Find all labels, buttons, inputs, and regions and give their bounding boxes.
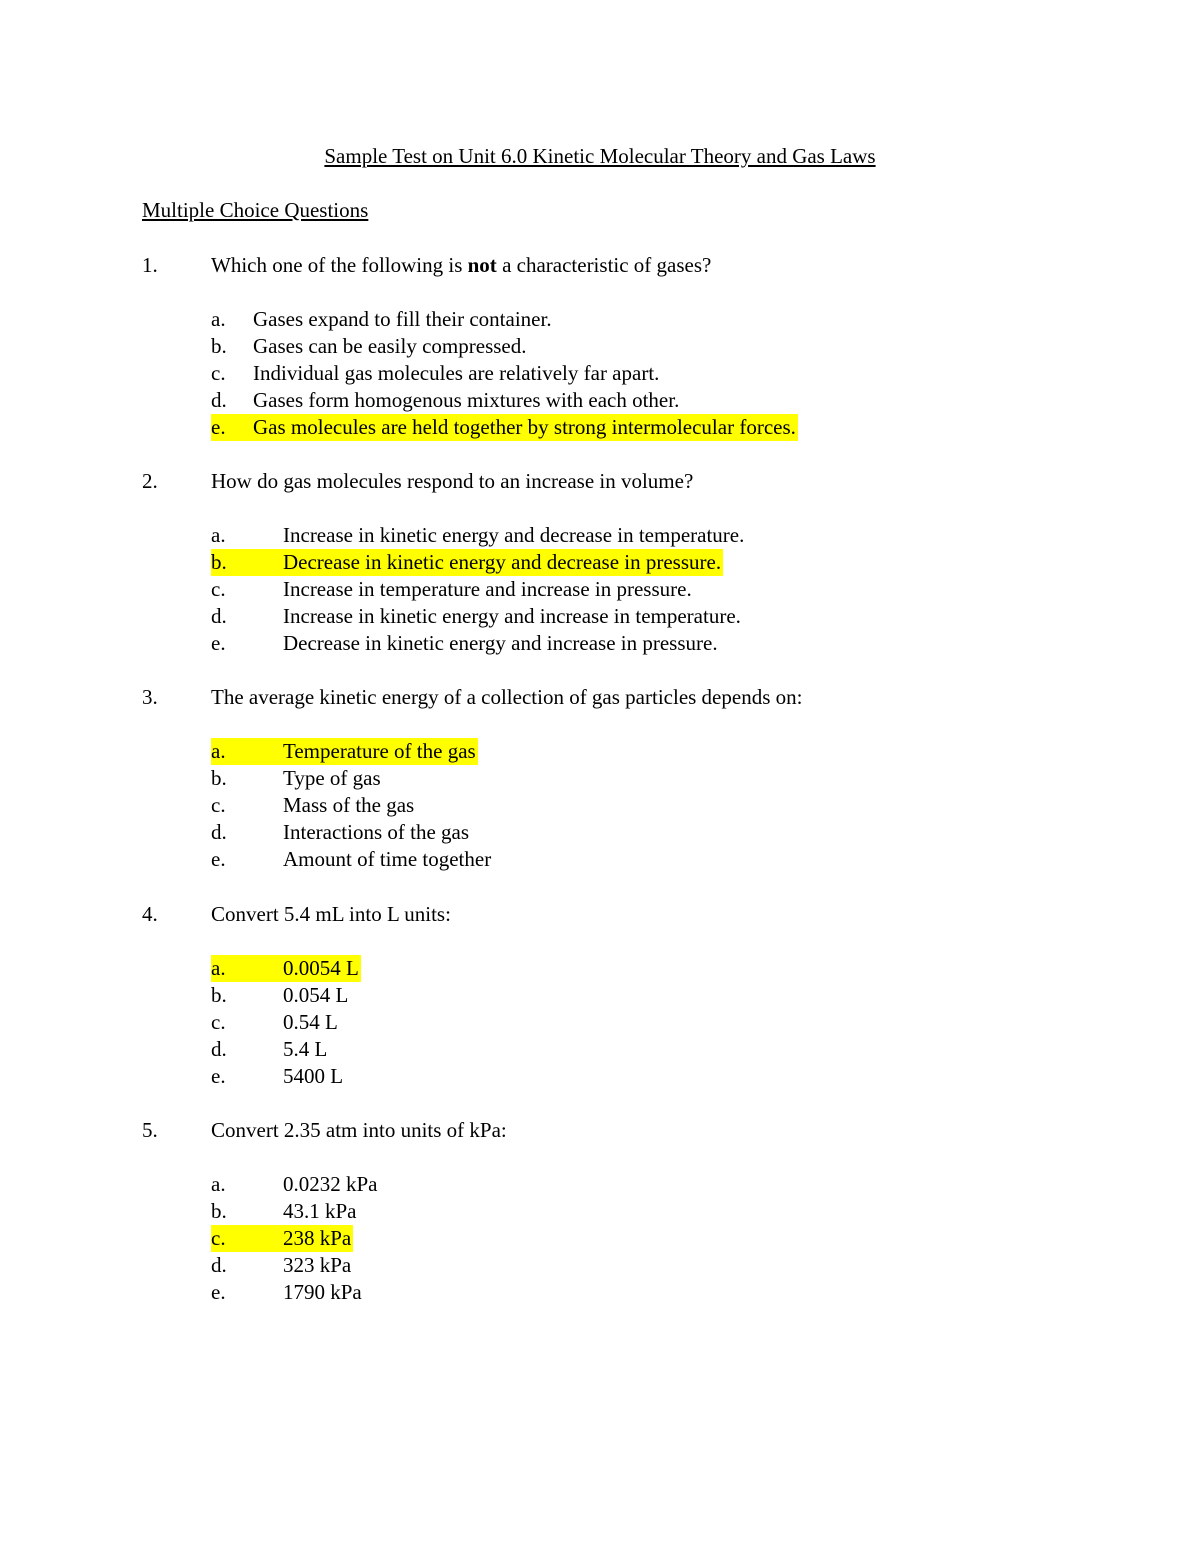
option-text: Gases expand to fill their container. (253, 307, 552, 331)
answer-option (211, 630, 746, 657)
answer-option (211, 765, 493, 792)
question-text-part: a characteristic of gases? (496, 253, 712, 277)
answer-option (211, 1279, 380, 1306)
answer-option (211, 522, 746, 549)
option-text: 0.0054 L (283, 956, 359, 980)
option-letter: a. (211, 956, 226, 980)
question-stem (142, 684, 1042, 710)
option-text: Type of gas (283, 766, 381, 790)
question-number: 1. (142, 253, 158, 277)
answer-options (211, 522, 746, 657)
option-text: 323 kPa (283, 1253, 352, 1277)
option-text: Gases can be easily compressed. (253, 334, 527, 358)
answer-option-correct (211, 955, 361, 982)
option-text: Individual gas molecules are relatively far apart. (253, 361, 660, 385)
answer-option (211, 1171, 380, 1198)
question-number: 5. (142, 1118, 158, 1142)
option-text: 0.0232 kPa (283, 1172, 378, 1196)
question-text: Convert 5.4 mL into L units: (211, 902, 451, 926)
option-letter: b. (211, 334, 227, 358)
question-number: 3. (142, 685, 158, 709)
answer-option (211, 792, 493, 819)
option-letter: d. (211, 388, 227, 412)
option-letter: c. (211, 361, 226, 385)
answer-option (211, 819, 493, 846)
option-letter: e. (211, 415, 226, 439)
option-letter: a. (211, 739, 226, 763)
answer-option (211, 1198, 380, 1225)
option-text: 0.54 L (283, 1010, 338, 1034)
answer-option (211, 1036, 361, 1063)
question-number: 4. (142, 902, 158, 926)
option-text: Increase in kinetic energy and decrease in temperature. (283, 523, 745, 547)
option-text: 5.4 L (283, 1037, 328, 1061)
option-letter: c. (211, 1226, 226, 1250)
option-text: Mass of the gas (283, 793, 415, 817)
question-stem (142, 901, 1042, 927)
option-letter: d. (211, 1037, 227, 1061)
option-text: 43.1 kPa (283, 1199, 357, 1223)
answer-options (211, 955, 361, 1090)
option-text: 5400 L (283, 1064, 344, 1088)
option-text: Gases form homogenous mixtures with each other. (253, 388, 680, 412)
option-letter: a. (211, 1172, 226, 1196)
option-letter: b. (211, 1199, 227, 1223)
question-text-emphasis: not (467, 253, 497, 277)
question-stem (142, 252, 1042, 278)
answer-option (211, 982, 361, 1009)
question-3 (142, 684, 1042, 871)
option-letter: b. (211, 983, 227, 1007)
option-letter: c. (211, 577, 226, 601)
option-letter: d. (211, 820, 227, 844)
answer-option (211, 306, 798, 333)
option-letter: a. (211, 307, 226, 331)
answer-option (211, 360, 798, 387)
answer-option-correct (211, 738, 493, 765)
option-text: 1790 kPa (283, 1280, 362, 1304)
option-text: Amount of time together (283, 847, 492, 871)
page-title: Sample Test on Unit 6.0 Kinetic Molecular Theory and Gas Laws (324, 144, 876, 168)
option-text: 238 kPa (283, 1226, 352, 1250)
answer-option (211, 576, 746, 603)
option-text: Decrease in kinetic energy and increase in pressure. (283, 631, 718, 655)
answer-option (211, 1009, 361, 1036)
option-text: 0.054 L (283, 983, 349, 1007)
question-number: 2. (142, 469, 158, 493)
option-text: Temperature of the gas (283, 739, 476, 763)
answer-options (211, 306, 798, 441)
answer-option (211, 1252, 380, 1279)
option-letter: b. (211, 550, 227, 574)
option-text: Gas molecules are held together by strong intermolecular forces. (253, 415, 796, 439)
answer-option-correct (211, 414, 798, 441)
option-letter: c. (211, 793, 226, 817)
answer-options (211, 738, 493, 873)
question-stem (142, 468, 1042, 494)
question-2 (142, 468, 1042, 655)
option-text: Decrease in kinetic energy and decrease in pressure. (283, 550, 722, 574)
question-text: Convert 2.35 atm into units of kPa: (211, 1118, 507, 1142)
option-text: Interactions of the gas (283, 820, 470, 844)
option-letter: c. (211, 1010, 226, 1034)
option-letter: a. (211, 523, 226, 547)
section-heading: Multiple Choice Questions (142, 198, 369, 222)
answer-option (211, 333, 798, 360)
answer-option (211, 603, 746, 630)
question-1 (142, 252, 1042, 439)
answer-option (211, 387, 798, 414)
question-text: How do gas molecules respond to an increase in volume? (211, 469, 694, 493)
question-text: The average kinetic energy of a collection of gas particles depends on: (211, 685, 803, 709)
option-letter: b. (211, 766, 227, 790)
answer-option (211, 846, 493, 873)
option-letter: e. (211, 631, 226, 655)
question-text (211, 252, 711, 278)
option-letter: d. (211, 604, 227, 628)
option-letter: d. (211, 1253, 227, 1277)
option-letter: e. (211, 1064, 226, 1088)
option-text: Increase in kinetic energy and increase in temperature. (283, 604, 741, 628)
question-stem (142, 1117, 1042, 1143)
question-4 (142, 901, 1042, 1088)
answer-option-correct (211, 549, 746, 576)
answer-options (211, 1171, 380, 1306)
question-5 (142, 1117, 1042, 1304)
answer-option-correct (211, 1225, 380, 1252)
option-letter: e. (211, 1280, 226, 1304)
option-text: Increase in temperature and increase in pressure. (283, 577, 692, 601)
answer-option (211, 1063, 361, 1090)
question-text-part: Which one of the following is (211, 253, 468, 277)
option-letter: e. (211, 847, 226, 871)
